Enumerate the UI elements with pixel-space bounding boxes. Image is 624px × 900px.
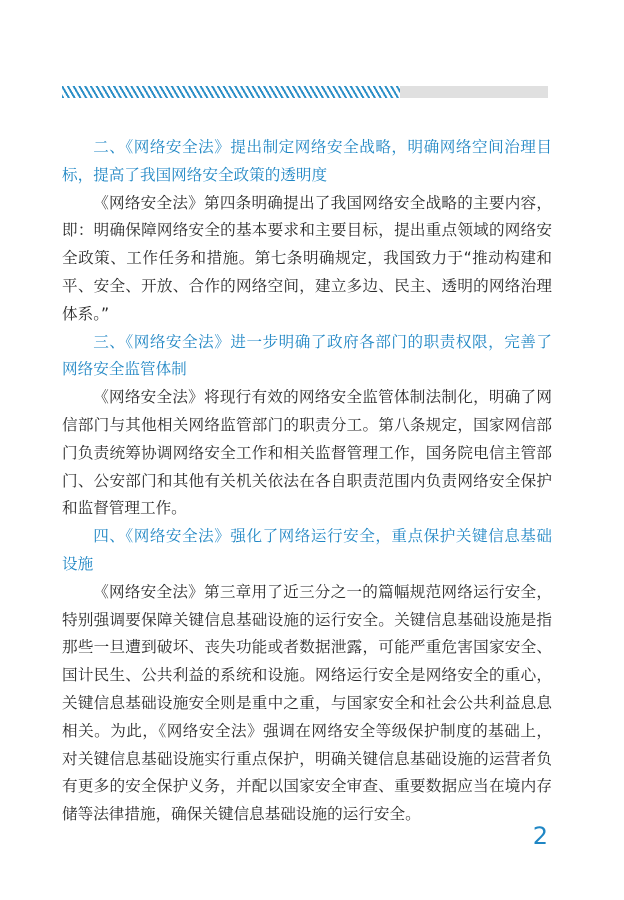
section-heading-3: 三、《网络安全法》进一步明确了政府各部门的职责权限，完善了网络安全监管体制 xyxy=(62,332,552,379)
document-body xyxy=(62,134,552,829)
page-number: 2 xyxy=(532,822,548,850)
section-heading-4: 四、《网络安全法》强化了网络运行安全，重点保护关键信息基础设施 xyxy=(62,527,552,573)
section-heading-2: 二、《网络安全法》提出制定网络安全战略，明确网络空间治理目标，提高了我国网络安全政策的透明度 xyxy=(62,138,552,184)
section-body-4: 《网络安全法》第三章用了近三分之一的篇幅规范网络运行安全，特别强调要保障关键信息基础设施的运行安全。关键信息基础设施是指那些一旦遭到破坏、丧失功能或者数据泄露，可能严重危害国家安全、国计民生、公共利益的系统和设施。网络运行安全是网络安全的重心，关键信息基础设施安全则是重中之重，与国家安全和社会公共利益息息相关。为此，《网络安全法》强调在网络安全等级保护制度的基础上，对关键信息基础设施实行重点保护，明确关键信息基础设施的运营者负有更多的安全保护义务，并配以国家安全审查、重要数据应当在境内存储等法律措施，确保关键信息基础设施的运行安全。 xyxy=(62,582,552,824)
header-gray-bar xyxy=(400,86,548,98)
header-decoration xyxy=(62,86,548,98)
header-stripes xyxy=(62,86,400,98)
section-body-3: 《网络安全法》将现行有效的网络安全监管体制法制化，明确了网信部门与其他相关网络监管部门的职责分工。第八条规定，国家网信部门负责统筹协调网络安全工作和相关监督管理工作，国务院电信主管部门、公安部门和其他有关机关依法在各自职责范围内负责网络安全保护和监督管理工作。 xyxy=(62,388,552,518)
section-body-2: 《网络安全法》第四条明确提出了我国网络安全战略的主要内容，即：明确保障网络安全的基本要求和主要目标，提出重点领域的网络安全政策、工作任务和措施。第七条明确规定，我国致力于“推动构建和平、安全、开放、合作的网络空间，建立多边、民主、透明的网络治理体系。” xyxy=(62,193,552,323)
